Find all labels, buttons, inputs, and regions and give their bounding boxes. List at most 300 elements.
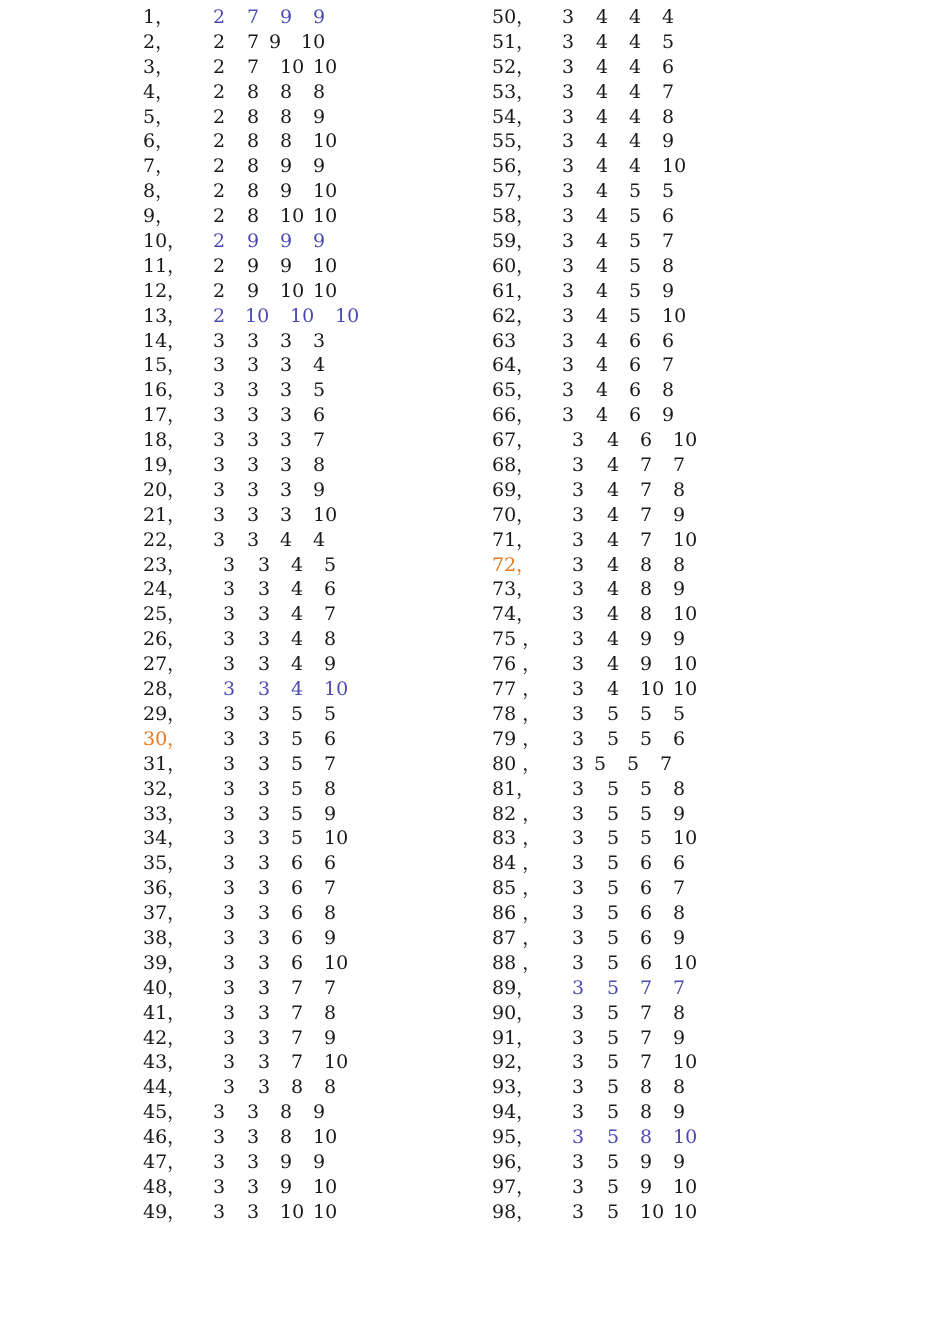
number-value: 5 (629, 254, 642, 277)
number-value: 8 (673, 553, 686, 576)
number-value: 3 (247, 404, 260, 427)
number-value: 8 (662, 379, 675, 402)
number-value: 7 (291, 976, 304, 999)
number-value: 7 (247, 6, 260, 28)
number-value: 3 (258, 802, 271, 825)
number-value: 4 (596, 230, 609, 253)
number-value: 5 (607, 702, 620, 725)
number-value: 10 (324, 951, 349, 974)
number-value: 3 (572, 1101, 585, 1124)
number-value: 3 (258, 628, 271, 651)
number-value: 8 (324, 777, 337, 800)
number-value: 5 (291, 777, 304, 800)
item-number: 70， (492, 503, 536, 526)
number-value: 3 (247, 1101, 260, 1124)
number-value: 3 (213, 429, 226, 452)
number-value: 3 (223, 727, 236, 750)
number-value: 10 (313, 55, 338, 78)
item-number: 44， (143, 1076, 187, 1099)
number-value: 9 (640, 1175, 653, 1198)
item-number: 61， (492, 279, 536, 302)
item-number: 72， (492, 553, 536, 576)
number-value: 4 (596, 279, 609, 302)
number-value: 5 (607, 976, 620, 999)
number-value: 3 (562, 379, 575, 402)
number-value: 10 (640, 1200, 665, 1223)
item-number: 66， (492, 404, 536, 427)
number-value: 9 (313, 6, 326, 28)
number-value: 4 (607, 503, 620, 526)
number-value: 6 (640, 926, 653, 949)
number-value: 3 (572, 752, 585, 775)
item-number: 51， (492, 30, 536, 53)
item-number: 37， (143, 902, 187, 925)
number-value: 5 (594, 752, 607, 775)
number-value: 3 (258, 1026, 271, 1049)
number-value: 3 (247, 528, 260, 551)
number-value: 4 (607, 454, 620, 477)
number-value: 7 (640, 503, 653, 526)
number-value: 3 (572, 951, 585, 974)
number-value: 3 (223, 628, 236, 651)
item-number: 8， (143, 180, 175, 203)
number-value: 6 (291, 926, 304, 949)
number-value: 3 (223, 653, 236, 676)
number-value: 3 (223, 802, 236, 825)
item-number: 36， (143, 877, 187, 900)
number-value: 9 (673, 578, 686, 601)
number-value: 10 (673, 678, 698, 701)
number-value: 3 (562, 279, 575, 302)
number-value: 7 (640, 478, 653, 501)
number-value: 10 (673, 951, 698, 974)
number-value: 2 (213, 180, 226, 203)
item-number: 23， (143, 553, 187, 576)
number-value: 3 (280, 503, 293, 526)
number-value: 9 (640, 628, 653, 651)
number-value: 5 (629, 180, 642, 203)
number-value: 10 (280, 279, 305, 302)
item-number: 7， (143, 155, 175, 178)
number-value: 4 (291, 678, 304, 701)
number-value: 6 (629, 354, 642, 377)
item-number: 54， (492, 105, 536, 128)
number-value: 3 (258, 1001, 271, 1024)
number-value: 9 (673, 926, 686, 949)
number-value: 10 (245, 304, 270, 327)
number-value: 7 (247, 55, 260, 78)
number-value: 10 (313, 205, 338, 228)
number-value: 4 (596, 130, 609, 153)
number-value: 6 (291, 951, 304, 974)
number-value: 8 (324, 1076, 337, 1099)
item-number: 12， (143, 279, 187, 302)
item-number: 86 ， (492, 902, 542, 925)
number-value: 9 (280, 180, 293, 203)
number-value: 5 (607, 852, 620, 875)
number-value: 10 (662, 155, 687, 178)
number-value: 3 (247, 1200, 260, 1223)
number-value: 5 (662, 30, 675, 53)
number-value: 8 (640, 1126, 653, 1149)
number-value: 3 (572, 603, 585, 626)
item-number: 34， (143, 827, 187, 850)
number-value: 10 (313, 279, 338, 302)
item-number: 46， (143, 1126, 187, 1149)
number-value: 5 (662, 180, 675, 203)
number-value: 10 (313, 180, 338, 203)
number-value: 9 (247, 254, 260, 277)
number-value: 7 (673, 454, 686, 477)
number-value: 7 (662, 80, 675, 103)
number-value: 4 (629, 80, 642, 103)
number-value: 8 (662, 254, 675, 277)
number-value: 5 (627, 752, 640, 775)
number-value: 3 (562, 30, 575, 53)
number-value: 3 (258, 902, 271, 925)
number-value: 3 (562, 404, 575, 427)
number-value: 5 (629, 230, 642, 253)
number-value: 3 (247, 1150, 260, 1173)
number-value: 3 (258, 678, 271, 701)
item-number: 43， (143, 1051, 187, 1074)
item-number: 11， (143, 254, 187, 277)
number-value: 4 (596, 105, 609, 128)
item-number: 81， (492, 777, 536, 800)
number-value: 3 (562, 155, 575, 178)
number-value: 9 (313, 1101, 326, 1124)
number-value: 3 (572, 1126, 585, 1149)
number-value: 3 (280, 454, 293, 477)
number-value: 8 (280, 1126, 293, 1149)
item-number: 29， (143, 702, 187, 725)
item-number: 93， (492, 1076, 536, 1099)
number-value: 9 (662, 130, 675, 153)
number-value: 2 (213, 304, 226, 327)
number-value: 3 (572, 553, 585, 576)
number-value: 4 (629, 30, 642, 53)
number-value: 9 (313, 230, 326, 253)
item-number: 6， (143, 130, 175, 153)
item-number: 60， (492, 254, 536, 277)
number-value: 5 (607, 802, 620, 825)
number-value: 3 (562, 55, 575, 78)
number-value: 3 (223, 902, 236, 925)
number-value: 3 (572, 827, 585, 850)
item-number: 28， (143, 678, 187, 701)
number-value: 9 (324, 653, 337, 676)
number-value: 4 (596, 30, 609, 53)
number-value: 5 (607, 777, 620, 800)
number-value: 3 (213, 503, 226, 526)
item-number: 87 ， (492, 926, 542, 949)
number-value: 3 (258, 727, 271, 750)
item-number: 53， (492, 80, 536, 103)
item-number: 41， (143, 1001, 187, 1024)
item-number: 63 (492, 329, 517, 352)
number-value: 3 (223, 1026, 236, 1049)
number-value: 5 (629, 304, 642, 327)
number-value: 3 (247, 478, 260, 501)
number-value: 3 (247, 454, 260, 477)
number-value: 3 (572, 1200, 585, 1223)
number-value: 7 (291, 1026, 304, 1049)
number-value: 3 (572, 777, 585, 800)
item-number: 27， (143, 653, 187, 676)
number-value: 2 (213, 279, 226, 302)
number-value: 10 (673, 1200, 698, 1223)
number-value: 10 (673, 1126, 698, 1149)
item-number: 14， (143, 329, 187, 352)
item-number: 97， (492, 1175, 536, 1198)
number-value: 5 (640, 827, 653, 850)
item-number: 55， (492, 130, 536, 153)
number-value: 8 (247, 105, 260, 128)
number-value: 4 (596, 55, 609, 78)
number-value: 6 (673, 727, 686, 750)
number-value: 10 (673, 653, 698, 676)
number-value: 7 (640, 976, 653, 999)
number-value: 8 (324, 1001, 337, 1024)
number-value: 5 (629, 279, 642, 302)
number-value: 5 (640, 777, 653, 800)
number-value: 3 (247, 1126, 260, 1149)
item-number: 2， (143, 30, 175, 53)
number-value: 7 (324, 752, 337, 775)
number-value: 3 (213, 528, 226, 551)
number-value: 6 (313, 404, 326, 427)
number-value: 3 (572, 926, 585, 949)
number-value: 5 (291, 752, 304, 775)
number-value: 4 (596, 354, 609, 377)
number-value: 3 (572, 1076, 585, 1099)
number-value: 5 (607, 877, 620, 900)
item-number: 56， (492, 155, 536, 178)
number-value: 9 (313, 105, 326, 128)
number-value: 9 (673, 1150, 686, 1173)
number-value: 3 (572, 454, 585, 477)
number-value: 5 (607, 1150, 620, 1173)
number-value: 5 (629, 205, 642, 228)
number-value: 5 (640, 802, 653, 825)
number-value: 3 (258, 852, 271, 875)
number-value: 3 (280, 354, 293, 377)
number-value: 5 (607, 1001, 620, 1024)
number-value: 5 (607, 727, 620, 750)
number-value: 10 (290, 304, 315, 327)
number-value: 9 (280, 155, 293, 178)
number-value: 6 (291, 902, 304, 925)
item-number: 15， (143, 354, 187, 377)
number-value: 5 (291, 802, 304, 825)
item-number: 24， (143, 578, 187, 601)
item-number: 38， (143, 926, 187, 949)
item-number: 25， (143, 603, 187, 626)
number-value: 6 (324, 727, 337, 750)
number-value: 10 (673, 429, 698, 452)
item-number: 50， (492, 6, 536, 28)
number-value: 9 (640, 653, 653, 676)
number-value: 3 (223, 951, 236, 974)
number-value: 9 (673, 628, 686, 651)
number-value: 10 (313, 1175, 338, 1198)
item-number: 94， (492, 1101, 536, 1124)
number-value: 6 (662, 205, 675, 228)
number-value: 3 (258, 702, 271, 725)
number-value: 6 (640, 902, 653, 925)
number-value: 4 (662, 6, 675, 28)
number-value: 3 (562, 130, 575, 153)
number-value: 10 (280, 1200, 305, 1223)
number-value: 2 (213, 55, 226, 78)
item-number: 13， (143, 304, 187, 327)
number-value: 9 (280, 1150, 293, 1173)
number-value: 6 (324, 852, 337, 875)
number-value: 4 (596, 404, 609, 427)
item-number: 65， (492, 379, 536, 402)
number-value: 6 (291, 852, 304, 875)
number-value: 3 (280, 429, 293, 452)
number-value: 10 (673, 827, 698, 850)
number-value: 5 (607, 926, 620, 949)
number-value: 2 (213, 254, 226, 277)
number-value: 3 (562, 6, 575, 28)
number-value: 3 (223, 678, 236, 701)
item-number: 62， (492, 304, 536, 327)
number-value: 4 (596, 379, 609, 402)
number-value: 3 (280, 379, 293, 402)
item-number: 30， (143, 727, 187, 750)
number-value: 3 (258, 653, 271, 676)
number-value: 8 (673, 902, 686, 925)
number-value: 9 (673, 1101, 686, 1124)
item-number: 49， (143, 1200, 187, 1223)
number-value: 5 (607, 827, 620, 850)
item-number: 4， (143, 80, 175, 103)
item-number: 52， (492, 55, 536, 78)
number-value: 3 (572, 1051, 585, 1074)
number-value: 9 (247, 230, 260, 253)
number-value: 8 (673, 1001, 686, 1024)
number-value: 4 (629, 6, 642, 28)
number-value: 3 (223, 553, 236, 576)
number-value: 3 (572, 727, 585, 750)
number-value: 2 (213, 205, 226, 228)
number-value: 3 (213, 354, 226, 377)
number-value: 3 (223, 603, 236, 626)
number-value: 4 (629, 155, 642, 178)
number-value: 8 (662, 105, 675, 128)
number-value: 3 (213, 404, 226, 427)
item-number: 82 ， (492, 802, 542, 825)
number-value: 10 (313, 503, 338, 526)
number-value: 3 (213, 1150, 226, 1173)
number-value: 3 (213, 379, 226, 402)
number-value: 8 (673, 777, 686, 800)
number-value: 4 (607, 653, 620, 676)
number-value: 5 (640, 727, 653, 750)
number-value: 3 (572, 628, 585, 651)
number-value: 7 (640, 454, 653, 477)
number-value: 5 (607, 1101, 620, 1124)
number-value: 10 (313, 130, 338, 153)
item-number: 40， (143, 976, 187, 999)
number-value: 3 (223, 752, 236, 775)
number-value: 7 (660, 752, 673, 775)
number-value: 4 (291, 553, 304, 576)
number-value: 10 (673, 1175, 698, 1198)
number-value: 4 (291, 603, 304, 626)
item-number: 71， (492, 528, 536, 551)
number-value: 9 (662, 404, 675, 427)
number-value: 8 (673, 478, 686, 501)
number-value: 2 (213, 80, 226, 103)
number-value: 5 (607, 902, 620, 925)
number-value: 3 (562, 180, 575, 203)
number-value: 3 (280, 478, 293, 501)
number-value: 3 (572, 1001, 585, 1024)
number-value: 2 (213, 130, 226, 153)
number-value: 5 (607, 1076, 620, 1099)
number-value: 3 (247, 503, 260, 526)
number-value: 7 (324, 877, 337, 900)
number-value: 4 (607, 478, 620, 501)
number-value: 8 (247, 205, 260, 228)
number-value: 6 (640, 852, 653, 875)
number-value: 6 (673, 852, 686, 875)
item-number: 75 ， (492, 628, 542, 651)
number-value: 3 (213, 454, 226, 477)
item-number: 96， (492, 1150, 536, 1173)
number-value: 10 (313, 254, 338, 277)
item-number: 1， (143, 6, 175, 28)
item-number: 85 ， (492, 877, 542, 900)
number-value: 7 (291, 1051, 304, 1074)
number-value: 10 (280, 205, 305, 228)
number-value: 5 (291, 727, 304, 750)
number-value: 10 (324, 678, 349, 701)
number-value: 7 (662, 354, 675, 377)
number-value: 2 (213, 6, 226, 28)
number-value: 8 (640, 578, 653, 601)
number-value: 4 (596, 304, 609, 327)
number-value: 3 (247, 354, 260, 377)
number-value: 6 (662, 55, 675, 78)
number-value: 4 (607, 553, 620, 576)
item-number: 33， (143, 802, 187, 825)
number-value: 4 (607, 678, 620, 701)
number-value: 3 (562, 329, 575, 352)
item-number: 16， (143, 379, 187, 402)
item-number: 74， (492, 603, 536, 626)
number-value: 4 (596, 180, 609, 203)
item-number: 64， (492, 354, 536, 377)
number-value: 8 (247, 180, 260, 203)
number-value: 9 (324, 926, 337, 949)
number-value: 4 (629, 130, 642, 153)
number-value: 3 (258, 877, 271, 900)
number-value: 3 (562, 205, 575, 228)
number-value: 10 (662, 304, 687, 327)
item-number: 98， (492, 1200, 536, 1223)
number-value: 3 (280, 329, 293, 352)
number-value: 9 (280, 254, 293, 277)
number-value: 3 (223, 1051, 236, 1074)
number-value: 4 (596, 155, 609, 178)
number-value: 5 (640, 702, 653, 725)
item-number: 80 ， (492, 752, 542, 775)
number-value: 5 (607, 1175, 620, 1198)
